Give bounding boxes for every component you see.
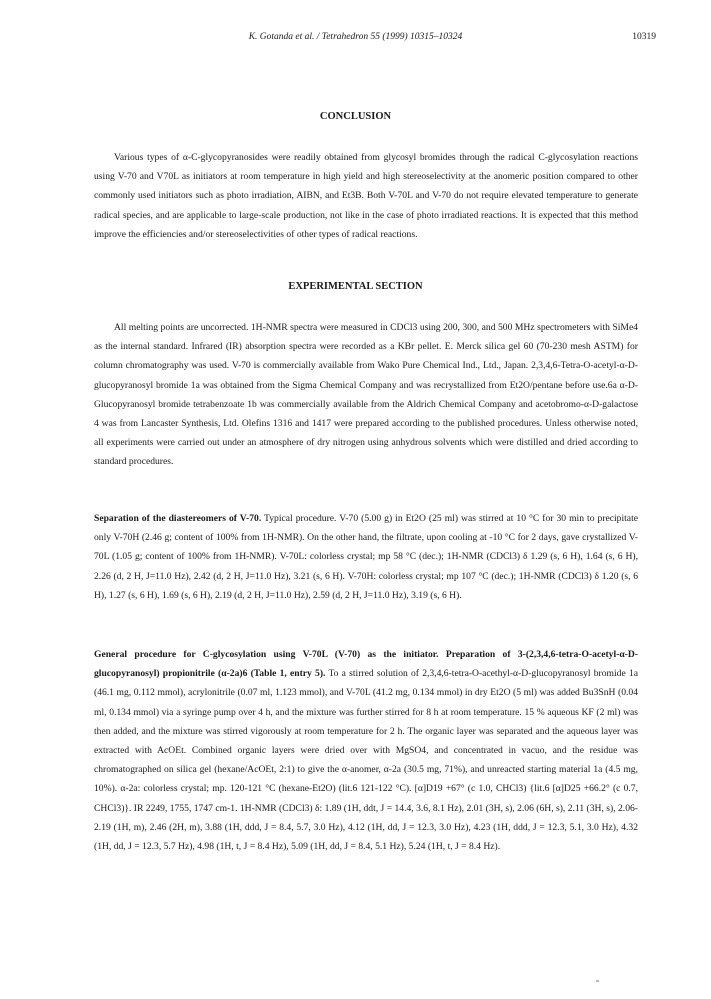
separation-paragraph <box>94 509 638 605</box>
page-number: 10319 <box>632 32 656 42</box>
separation-body: Typical procedure. V-70 (5.00 g) in Et2O (25 ml) was stirred at 10 °C for 30 min to precipitate only V-70H (2.46 g; content of 100% from 1H-NMR). On the other hand, the filtrate, upon cooling at -10 °C for 2 days, gave crystallized V-70L (1.05 g; content of 100% from 1H-NMR). V-70L: colorless crystal; mp 58 °C (dec.); 1H-NMR (CDCl3) δ 1.29 (s, 6 H), 1.64 (s, 6 H), 2.26 (d, 2 H, J=11.0 Hz), 2.42 (d, 2 H, J=11.0 Hz), 3.21 (s, 6 H). V-70H: colorless crystal; mp 107 °C (dec.); 1H-NMR (CDCl3) δ 1.20 (s, 6 H), 1.27 (s, 6 H), 1.69 (s, 6 H), 2.19 (d, 2 H, J=11.0 Hz), 2.59 (d, 2 H, J=11.0 Hz), 3.19 (s, 6 H). <box>94 513 638 601</box>
experimental-heading: EXPERIMENTAL SECTION <box>288 281 423 292</box>
conclusion-paragraph: Various types of α-C-glycopyranosides were readily obtained from glycosyl bromides through the radical C-glycosylation reactions using V-70 and V70L as initiators at room temperature in high yield and high stereoselectivity at the anomeric position compared to other commonly used initiators such as photo irradiation, AIBN, and Et3B. Both V-70L and V-70 do not require elevated temperature to generate radical species, and are applicable to large-scale production, not like in the case of photo irradiated reactions. It is expected that this method improve the efficiencies and/or stereoselectivities of other types of radical reactions. <box>94 152 638 240</box>
experimental-paragraph: All melting points are uncorrected. 1H-NMR spectra were measured in CDCl3 using 200, 300, and 500 MHz spectrometers with SiMe4 as the internal standard. Infrared (IR) absorption spectra were recorded as a KBr pellet. E. Merck silica gel 60 (70-230 mesh ASTM) for column chromatography was used. V-70 is commercially available from Wako Pure Chemical Ind., Ltd., Japan. 2,3,4,6-Tetra-O-acetyl-α-D-glucopyranosyl bromide 1a was obtained from the Sigma Chemical Company and was recrystallized from Et2O/pentane before use.6a α-D-Glucopyranosyl bromide tetrabenzoate 1b was commercially available from the Aldrich Chemical Company and acetobromo-α-D-galactose 4 was from Lancaster Synthesis, Ltd. Olefins 1316 and 1417 were prepared according to the published procedures. Unless otherwise noted, all experiments were carried out under an atmosphere of dry nitrogen using anhydrous solvents which were distilled and dried according to standard procedures. <box>94 322 638 468</box>
general-procedure-body: To a stirred solution of 2,3,4,6-tetra-O-acethyl-α-D-glucopyranosyl bromide 1a (46.1 mg, 0.112 mmol), acrylonitrile (0.07 ml, 1.123 mmol), and V-70L (41.2 mg, 0.134 mmol) in dry Et2O (5 ml) was added Bu3SnH (0.04 ml, 0.134 mmol) via a syringe pump over 4 h, and the mixture was further stirred for 8 h at room temperature. 15 % aqueous KF (2 ml) was then added, and the mixture was stirred vigorously at room temperature for 2 h. The organic layer was separated and the aqueous layer was extracted with AcOEt. Combined organic layers were dried over with MgSO4, and concentrated in vacuo, and the residue was chromatographed on silica gel (hexane/AcOEt, 2:1) to give the α-anomer, α-2a (30.5 mg, 71%), and unreacted starting material 1a (4.5 mg, 10%). α-2a: colorless crystal; mp. 120-121 °C (hexane-Et2O) (lit.6 121-122 °C). [α]D19 +67° (c 1.0, CHCl3) {lit.6 [α]D25 +66.2° (c 0.7, CHCl3)}. IR 2249, 1755, 1747 cm-1. 1H-NMR (CDCl3) δ: 1.89 (1H, ddt, J = 14.4, 3.6, 8.1 Hz), 2.01 (3H, s), 2.06 (6H, s), 2.11 (3H, s), 2.06-2.19 (1H, m), 2.46 (2H, m), 3.88 (1H, ddd, J = 8.4, 5.7, 3.0 Hz), 4.12 (1H, dd, J = 12.3, 3.0 Hz), 4.23 (1H, ddd, J = 12.3, 5.1, 3.0 Hz), 4.32 (1H, dd, J = 12.3, 5.7 Hz), 4.98 (1H, t, J = 8.4 Hz), 5.09 (1H, dd, J = 8.4, 5.1 Hz), 5.24 (1H, t, J = 8.4 Hz). <box>94 668 638 853</box>
separation-title: Separation of the diastereomers of V-70. <box>94 513 262 524</box>
scan-mark <box>596 980 599 982</box>
page-header <box>0 32 711 46</box>
general-procedure-title: General procedure for C-glycosylation using V-70L (V-70) as the initiator. Preparation of 3-(2,3,4,6-tetra-O-acetyl-α-D-glucopyranosyl) propionitrile (α-2a)6 (Table 1, entry 5). <box>94 649 638 680</box>
general-procedure-paragraph <box>94 645 638 856</box>
running-head: K. Gotanda et al. / Tetrahedron 55 (1999) 10315–10324 <box>248 32 463 42</box>
conclusion-heading: CONCLUSION <box>319 111 392 122</box>
